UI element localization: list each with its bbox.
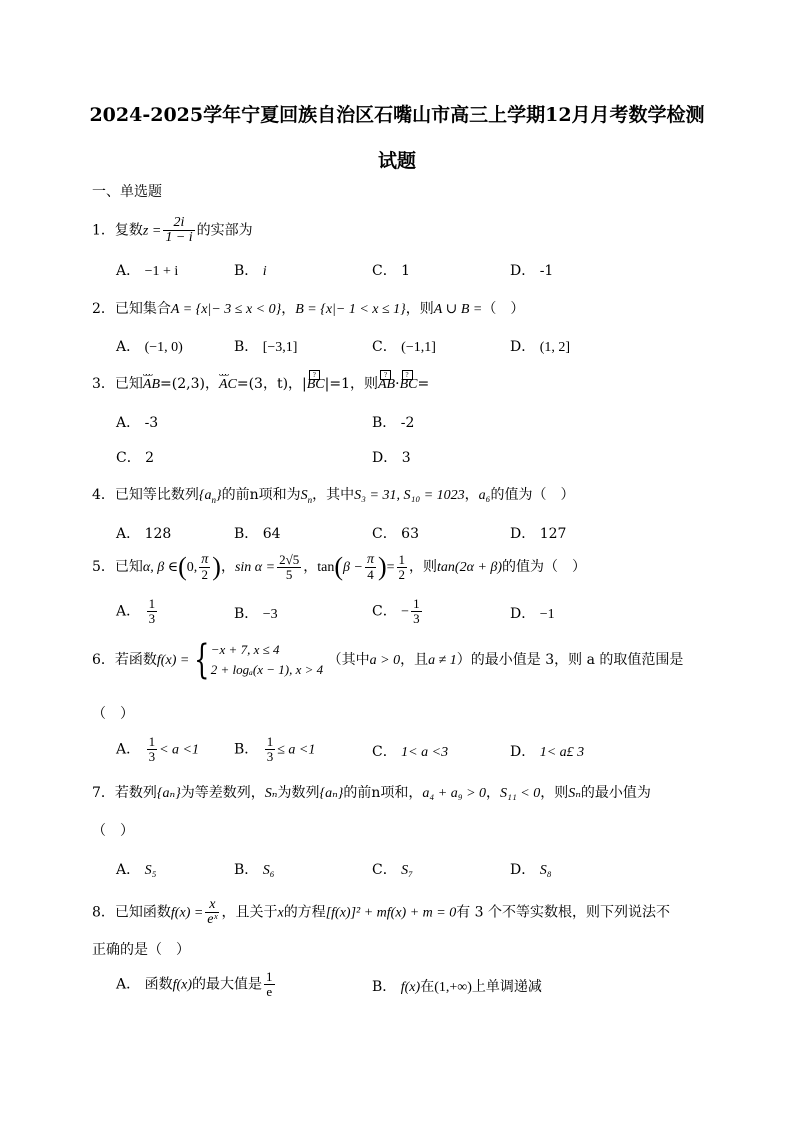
section-heading: 一、单选题 (92, 184, 162, 200)
q3-option-b[interactable]: B． -2 (372, 415, 415, 431)
question-7: 7．若数列{aₙ}为等差数列，Sₙ为数列{aₙ}的前n项和，a₄ + a₉ > 0，S₁₁ < 0，则Sₙ的最小值为 (92, 785, 651, 801)
q2-option-c[interactable]: C． (−1,1] (372, 339, 436, 355)
question-7-paren: （ ） (92, 823, 134, 839)
title-line-1: 2024-2025学年宁夏回族自治区石嘴山市高三上学期12月月考数学检测 (89, 104, 705, 126)
question-6: 6．若函数f(x) = { −x + 7, x ≤ 4 2 + logₐ(x − 1), x > 4 （其中a > 0，且a ≠ 1）的最小值是 3，则 a 的取值范围是 (92, 637, 684, 683)
question-4: 4．已知等比数列$\{a_n\}$的前n项和为$S_n$，其中S₃ = 31, S₁₀ = 1023，a₆的值为（ ） (92, 487, 575, 505)
fraction: $\frac{2i}{1 - i}$ (165, 215, 193, 245)
question-8-line-2: 正确的是（ ） (92, 942, 190, 958)
q7-option-a[interactable]: A． S₅ (116, 862, 157, 878)
q7-option-b[interactable]: B． S₆ (234, 862, 275, 878)
question-3: 3．已知 ᴗᴗᴗ AB=(2,3)， ᴗᴗᴗ AC=(3，t)，| ? BC|=1，则 ? AB· ? BC= (92, 369, 430, 392)
question-8: 8．已知函数f(x) = $\frac{x}{\text{eˣ}}$ ，且关于x的方程[f(x)]² + mf(x) + m = 0有 3 个不等实数根，则下列说法不 (92, 897, 671, 927)
q7-option-c[interactable]: C． S₇ (372, 862, 414, 878)
q6-option-d[interactable]: D． 1< a£ 3 (510, 744, 585, 760)
q1-option-d[interactable]: D． -1 (510, 263, 554, 279)
question-2: 2．已知集合A = {x|− 3 ≤ x < 0}，B = {x|− 1 < x ≤ 1}，则A ∪ B =（ ） (92, 301, 525, 317)
vector-bc-2: ? BC (399, 371, 418, 392)
q6-option-b[interactable]: B． $\frac{1}{3}$ ≤ a <1 (234, 734, 316, 764)
vector-ac: ᴗᴗᴗ AC (218, 369, 237, 392)
q6-option-a[interactable]: A． $\frac{1}{3}$ < a <1 (116, 734, 199, 764)
q4-option-b[interactable]: B． 64 (234, 526, 281, 542)
q5-option-d[interactable]: D． −1 (510, 606, 555, 622)
q3-option-a[interactable]: A． -3 (116, 415, 159, 431)
q4-option-d[interactable]: D． 127 (510, 526, 567, 542)
q8-option-b[interactable]: B． f(x)在(1,+∞)上单调递减 (372, 979, 542, 995)
q5-option-a[interactable]: A． $\frac{1}{3}$ (116, 596, 156, 626)
question-6-paren: （ ） (92, 706, 134, 722)
q5-option-c[interactable]: C． − $\frac{1}{3}$ (372, 596, 420, 626)
question-1: 1．复数z = $\frac{2i}{1 - i}$ 的实部为 (92, 215, 253, 245)
vector-ab: ᴗᴗᴗ AB (142, 369, 161, 392)
q5-option-b[interactable]: B． −3 (234, 606, 278, 622)
q7-option-d[interactable]: D． S₈ (510, 862, 552, 878)
q2-option-a[interactable]: A． (−1, 0) (116, 339, 183, 355)
q8-option-a[interactable]: A． 函数f(x)的最大值是 $\frac{1}{e}$ (116, 969, 273, 999)
q1-option-c[interactable]: C． 1 (372, 263, 411, 279)
q1-option-a[interactable]: A． −1 + i (116, 263, 179, 279)
q2-option-d[interactable]: D． (1, 2] (510, 339, 571, 355)
title-line-2: 试题 (377, 150, 416, 172)
piecewise-cases: −x + 7, x ≤ 4 2 + logₐ(x − 1), x > 4 (210, 642, 324, 677)
question-5: 5．已知α, β ∈(0, $\frac{\pi}{2}$ )，sin α = $\frac{2√5}{5}$ ，tan(β − $\frac{\pi}{4}$ )= $\frac{1}{2}$ ，则tan(2α + β)的值为（ ） (92, 551, 587, 582)
q3-option-c[interactable]: C． 2 (116, 450, 155, 466)
q3-option-d[interactable]: D． 3 (372, 450, 411, 466)
q1-option-b[interactable]: B． i (234, 263, 267, 279)
q2-option-b[interactable]: B． [−3,1] (234, 339, 298, 355)
vector-ab-2: ? AB (378, 371, 396, 392)
q6-option-c[interactable]: C． 1< a <3 (372, 744, 449, 760)
vector-bc: ? BC (306, 371, 325, 392)
q4-option-a[interactable]: A． 128 (116, 526, 172, 542)
q4-option-c[interactable]: C． 63 (372, 526, 419, 542)
